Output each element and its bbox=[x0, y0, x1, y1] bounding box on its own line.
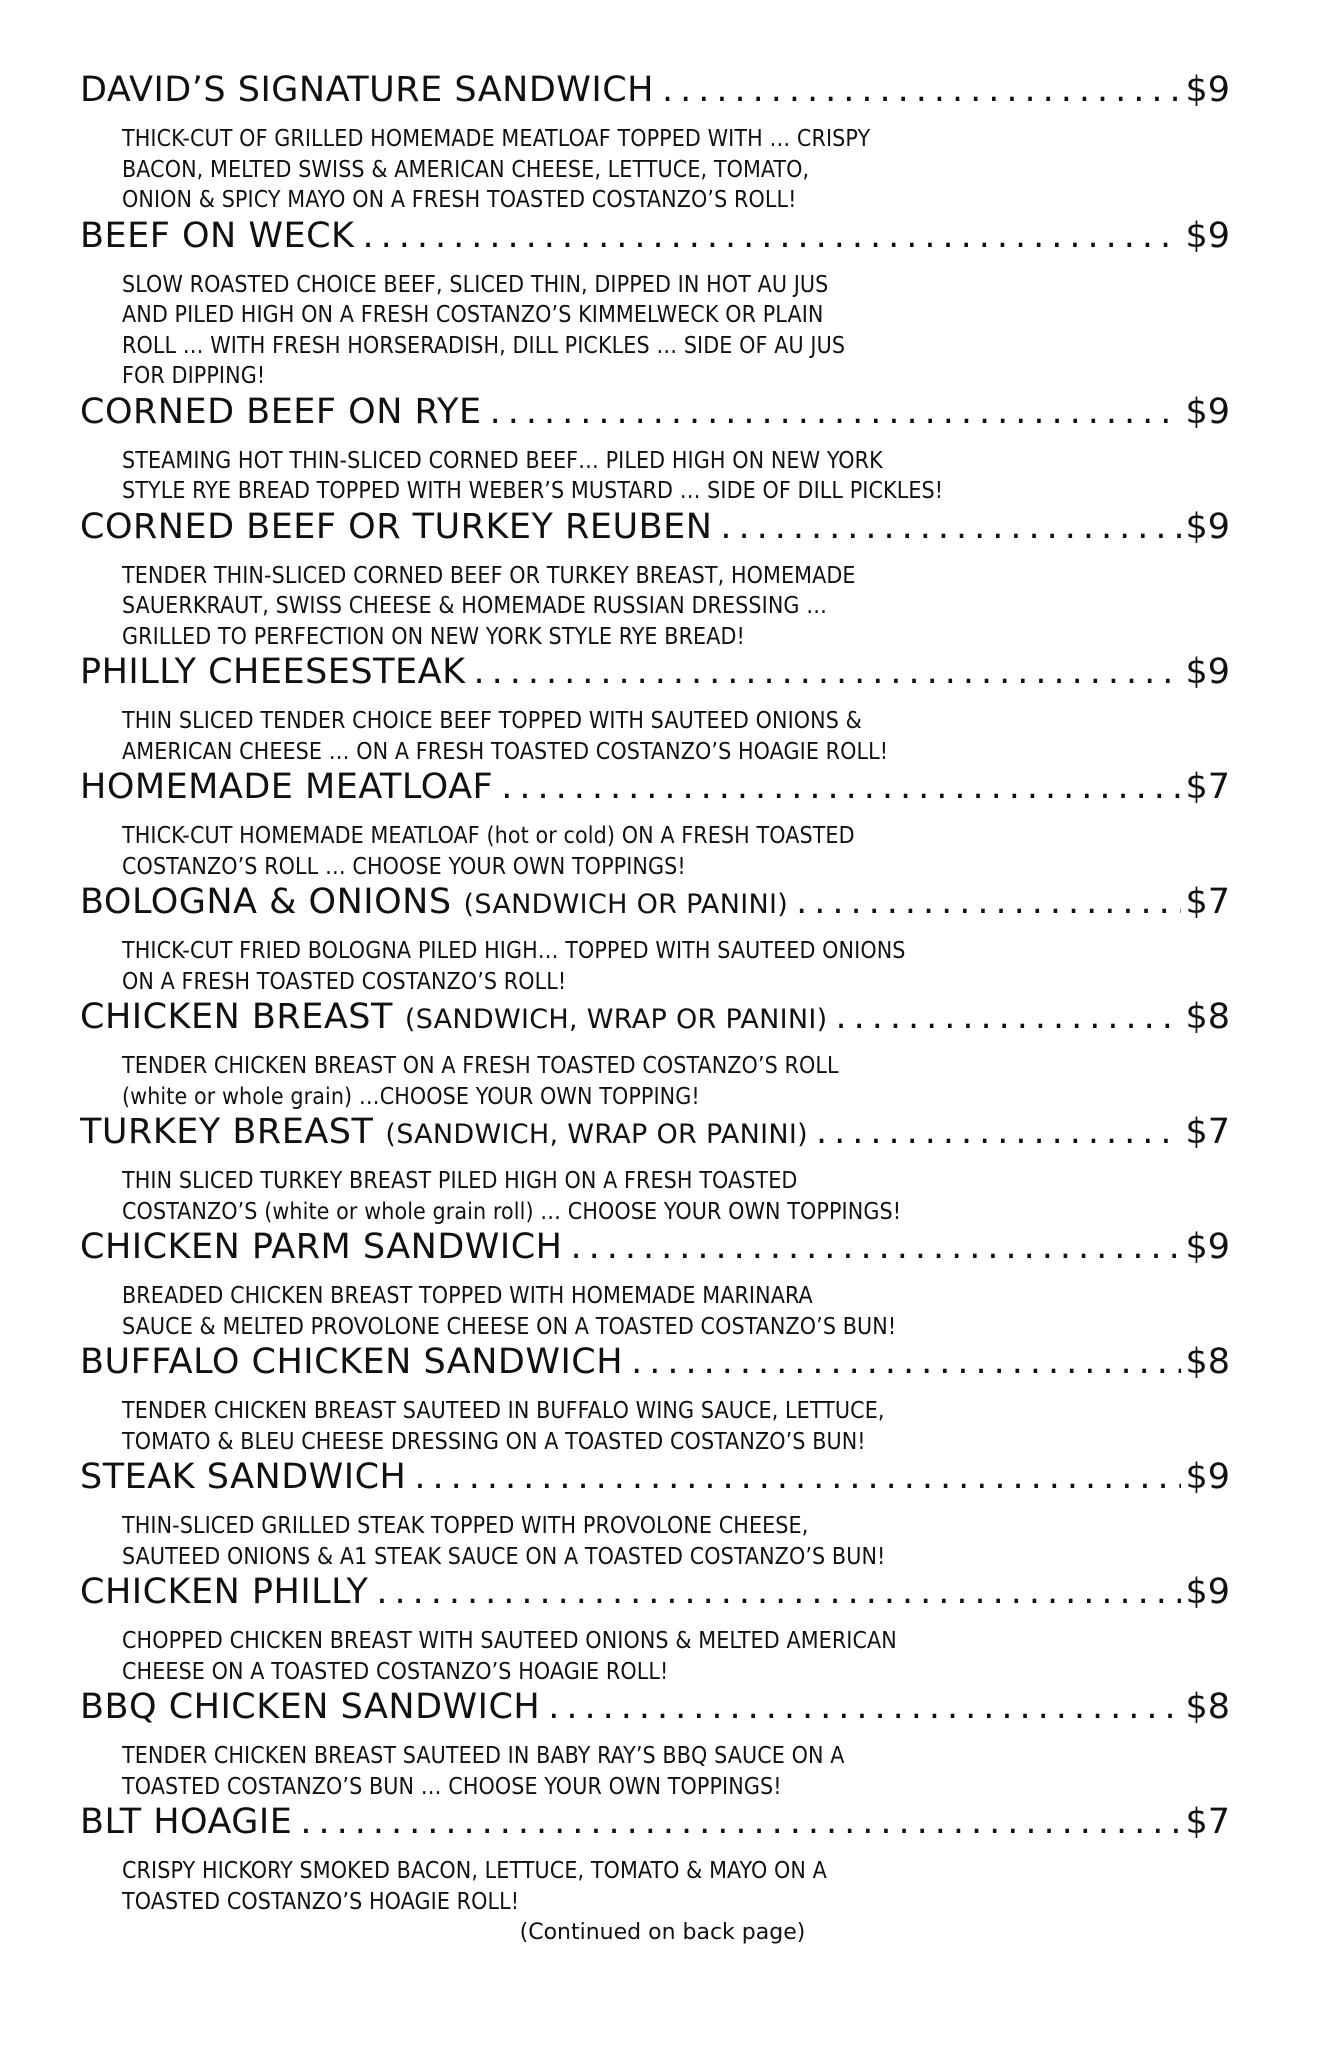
item-description: THIN SLICED TENDER CHOICE BEEF TOPPED WITH SAUTEED ONIONS & AMERICAN CHEESE … ON A FRESH TOASTED COSTANZO’S HOAGIE ROLL! bbox=[122, 708, 889, 765]
menu-item bbox=[80, 767, 1230, 882]
item-description: BREADED CHICKEN BREAST TOPPED WITH HOMEMADE MARINARA SAUCE & MELTED PROVOLONE CHEESE ON A TOASTED COSTANZO’S BUN! bbox=[122, 1283, 897, 1340]
item-name: BLT HOAGIE bbox=[80, 1802, 293, 1842]
item-name: BEEF ON WECK bbox=[80, 215, 355, 256]
item-name: HOMEMADE MEATLOAF bbox=[80, 767, 494, 807]
item-description: THIN SLICED TURKEY BREAST PILED HIGH ON A FRESH TOASTED COSTANZO’S (white or whole grain roll) … CHOOSE YOUR OWN TOPPINGS! bbox=[122, 1168, 902, 1225]
menu-item bbox=[80, 997, 1230, 1112]
menu-item bbox=[80, 70, 1230, 216]
dot-leader bbox=[808, 1112, 1181, 1152]
item-description: THICK-CUT HOMEMADE MEATLOAF (hot or cold) ON A FRESH TOASTED COSTANZO’S ROLL … CHOOSE YOUR OWN TOPPINGS! bbox=[122, 823, 855, 880]
item-price: $8 bbox=[1185, 1687, 1230, 1727]
menu-item-row bbox=[80, 1802, 1230, 1856]
menu-item-row bbox=[80, 1342, 1230, 1396]
menu-item bbox=[80, 1687, 1230, 1802]
menu-item-row bbox=[80, 1112, 1230, 1166]
menu-item-row bbox=[80, 1457, 1230, 1511]
sandwich-menu bbox=[80, 70, 1230, 1917]
item-note: (SANDWICH OR PANINI) bbox=[463, 889, 789, 920]
menu-item bbox=[80, 1457, 1230, 1572]
menu-item-row bbox=[80, 767, 1230, 821]
menu-item-row bbox=[80, 392, 1230, 446]
menu-item bbox=[80, 216, 1230, 392]
dot-leader bbox=[466, 652, 1182, 692]
item-description: THICK-CUT OF GRILLED HOMEMADE MEATLOAF TOPPED WITH … CRISPY BACON, MELTED SWISS & AMERICAN CHEESE, LETTUCE, TOMATO, ONION & SPICY MAYO ON A FRESH TOASTED COSTANZO’S ROLL! bbox=[122, 126, 871, 213]
item-name: BBQ CHICKEN SANDWICH bbox=[80, 1687, 541, 1727]
item-name: BUFFALO CHICKEN SANDWICH bbox=[80, 1342, 624, 1382]
item-price: $9 bbox=[1185, 1457, 1230, 1497]
item-description: TENDER CHICKEN BREAST SAUTEED IN BABY RAY’S BBQ SAUCE ON A TOASTED COSTANZO’S BUN … CHOOSE YOUR OWN TOPPINGS! bbox=[122, 1743, 845, 1800]
item-description: SLOW ROASTED CHOICE BEEF, SLICED THIN, DIPPED IN HOT AU JUS AND PILED HIGH ON A FRESH COSTANZO’S KIMMELWECK OR PLAIN ROLL … WITH FRESH HORSERADISH, DILL PICKLES … SIDE OF AU JUS FOR DIPPING! bbox=[122, 271, 846, 389]
dot-leader bbox=[827, 997, 1181, 1037]
item-description: THIN-SLICED GRILLED STEAK TOPPED WITH PROVOLONE CHEESE, SAUTEED ONIONS & A1 STEAK SAUCE ON A TOASTED COSTANZO’S BUN! bbox=[122, 1513, 886, 1570]
item-name: CHICKEN PHILLY bbox=[80, 1572, 369, 1612]
item-description: CRISPY HICKORY SMOKED BACON, LETTUCE, TOMATO & MAYO ON A TOASTED COSTANZO’S HOAGIE ROLL! bbox=[122, 1858, 827, 1915]
item-description: THICK-CUT FRIED BOLOGNA PILED HIGH… TOPPED WITH SAUTEED ONIONS ON A FRESH TOASTED COSTANZO’S ROLL! bbox=[122, 938, 906, 995]
menu-item bbox=[80, 507, 1230, 653]
menu-item-row bbox=[80, 507, 1230, 561]
menu-item bbox=[80, 652, 1230, 767]
continued-note: (Continued on back page) bbox=[519, 1920, 806, 1945]
dot-leader bbox=[368, 1572, 1181, 1612]
item-price: $9 bbox=[1185, 70, 1230, 110]
menu-item-row bbox=[80, 70, 1230, 124]
item-description: STEAMING HOT THIN-SLICED CORNED BEEF… PILED HIGH ON NEW YORK STYLE RYE BREAD TOPPED WITH WEBER’S MUSTARD … SIDE OF DILL PICKLES! bbox=[122, 447, 944, 504]
item-name: PHILLY CHEESESTEAK bbox=[80, 652, 466, 692]
dot-leader bbox=[482, 392, 1182, 432]
item-price: $9 bbox=[1185, 1227, 1230, 1267]
item-name: CHICKEN BREAST bbox=[80, 997, 393, 1037]
menu-item bbox=[80, 1572, 1230, 1687]
item-name: STEAK SANDWICH bbox=[80, 1457, 407, 1497]
item-price: $7 bbox=[1185, 1802, 1230, 1842]
item-price: $9 bbox=[1185, 506, 1230, 547]
item-price: $8 bbox=[1185, 1342, 1230, 1382]
item-name: DAVID’S SIGNATURE SANDWICH bbox=[80, 70, 654, 110]
item-price: $9 bbox=[1185, 1572, 1230, 1612]
dot-leader bbox=[354, 216, 1181, 256]
item-name: CHICKEN PARM SANDWICH bbox=[80, 1227, 563, 1267]
dot-leader bbox=[493, 767, 1181, 807]
item-price: $9 bbox=[1185, 391, 1230, 432]
item-price: $7 bbox=[1185, 1112, 1230, 1152]
item-price: $9 bbox=[1185, 215, 1230, 256]
menu-item bbox=[80, 1802, 1230, 1917]
item-price: $8 bbox=[1185, 997, 1230, 1037]
item-name: TURKEY BREAST bbox=[80, 1112, 374, 1152]
item-description: TENDER CHICKEN BREAST SAUTEED IN BUFFALO WING SAUCE, LETTUCE, TOMATO & BLEU CHEESE DRESSING ON A TOASTED COSTANZO’S BUN! bbox=[122, 1398, 885, 1455]
menu-item-row bbox=[80, 1687, 1230, 1741]
menu-item bbox=[80, 392, 1230, 507]
item-name: BOLOGNA & ONIONS bbox=[80, 882, 452, 922]
item-price: $7 bbox=[1185, 767, 1230, 807]
menu-item bbox=[80, 882, 1230, 997]
item-name: CORNED BEEF ON RYE bbox=[80, 391, 482, 432]
dot-leader bbox=[712, 507, 1181, 547]
menu-item-row bbox=[80, 1227, 1230, 1281]
item-description: CHOPPED CHICKEN BREAST WITH SAUTEED ONIONS & MELTED AMERICAN CHEESE ON A TOASTED COSTANZO’S HOAGIE ROLL! bbox=[122, 1628, 897, 1685]
item-note: (SANDWICH, WRAP OR PANINI) bbox=[385, 1119, 808, 1150]
menu-item-row bbox=[80, 652, 1230, 706]
item-price: $9 bbox=[1185, 652, 1230, 692]
menu-item bbox=[80, 1227, 1230, 1342]
dot-leader bbox=[562, 1227, 1181, 1267]
dot-leader bbox=[654, 70, 1181, 110]
dot-leader bbox=[623, 1342, 1181, 1382]
item-name: CORNED BEEF OR TURKEY REUBEN bbox=[80, 506, 713, 547]
menu-item bbox=[80, 1342, 1230, 1457]
dot-leader bbox=[406, 1457, 1181, 1497]
dot-leader bbox=[540, 1687, 1181, 1727]
menu-item bbox=[80, 1112, 1230, 1227]
item-price: $7 bbox=[1185, 882, 1230, 922]
item-description: TENDER CHICKEN BREAST ON A FRESH TOASTED COSTANZO’S ROLL (white or whole grain) …CHOOSE YOUR OWN TOPPING! bbox=[122, 1053, 839, 1110]
dot-leader bbox=[292, 1802, 1181, 1842]
dot-leader bbox=[788, 882, 1181, 922]
item-note: (SANDWICH, WRAP OR PANINI) bbox=[404, 1004, 828, 1035]
item-description: TENDER THIN-SLICED CORNED BEEF OR TURKEY BREAST, HOMEMADE SAUERKRAUT, SWISS CHEESE & HOMEMADE RUSSIAN DRESSING … GRILLED TO PERFECTION ON NEW YORK STYLE RYE BREAD! bbox=[122, 562, 856, 650]
menu-item-row bbox=[80, 1572, 1230, 1626]
menu-item-row bbox=[80, 216, 1230, 270]
menu-item-row bbox=[80, 997, 1230, 1051]
menu-item-row bbox=[80, 882, 1230, 936]
